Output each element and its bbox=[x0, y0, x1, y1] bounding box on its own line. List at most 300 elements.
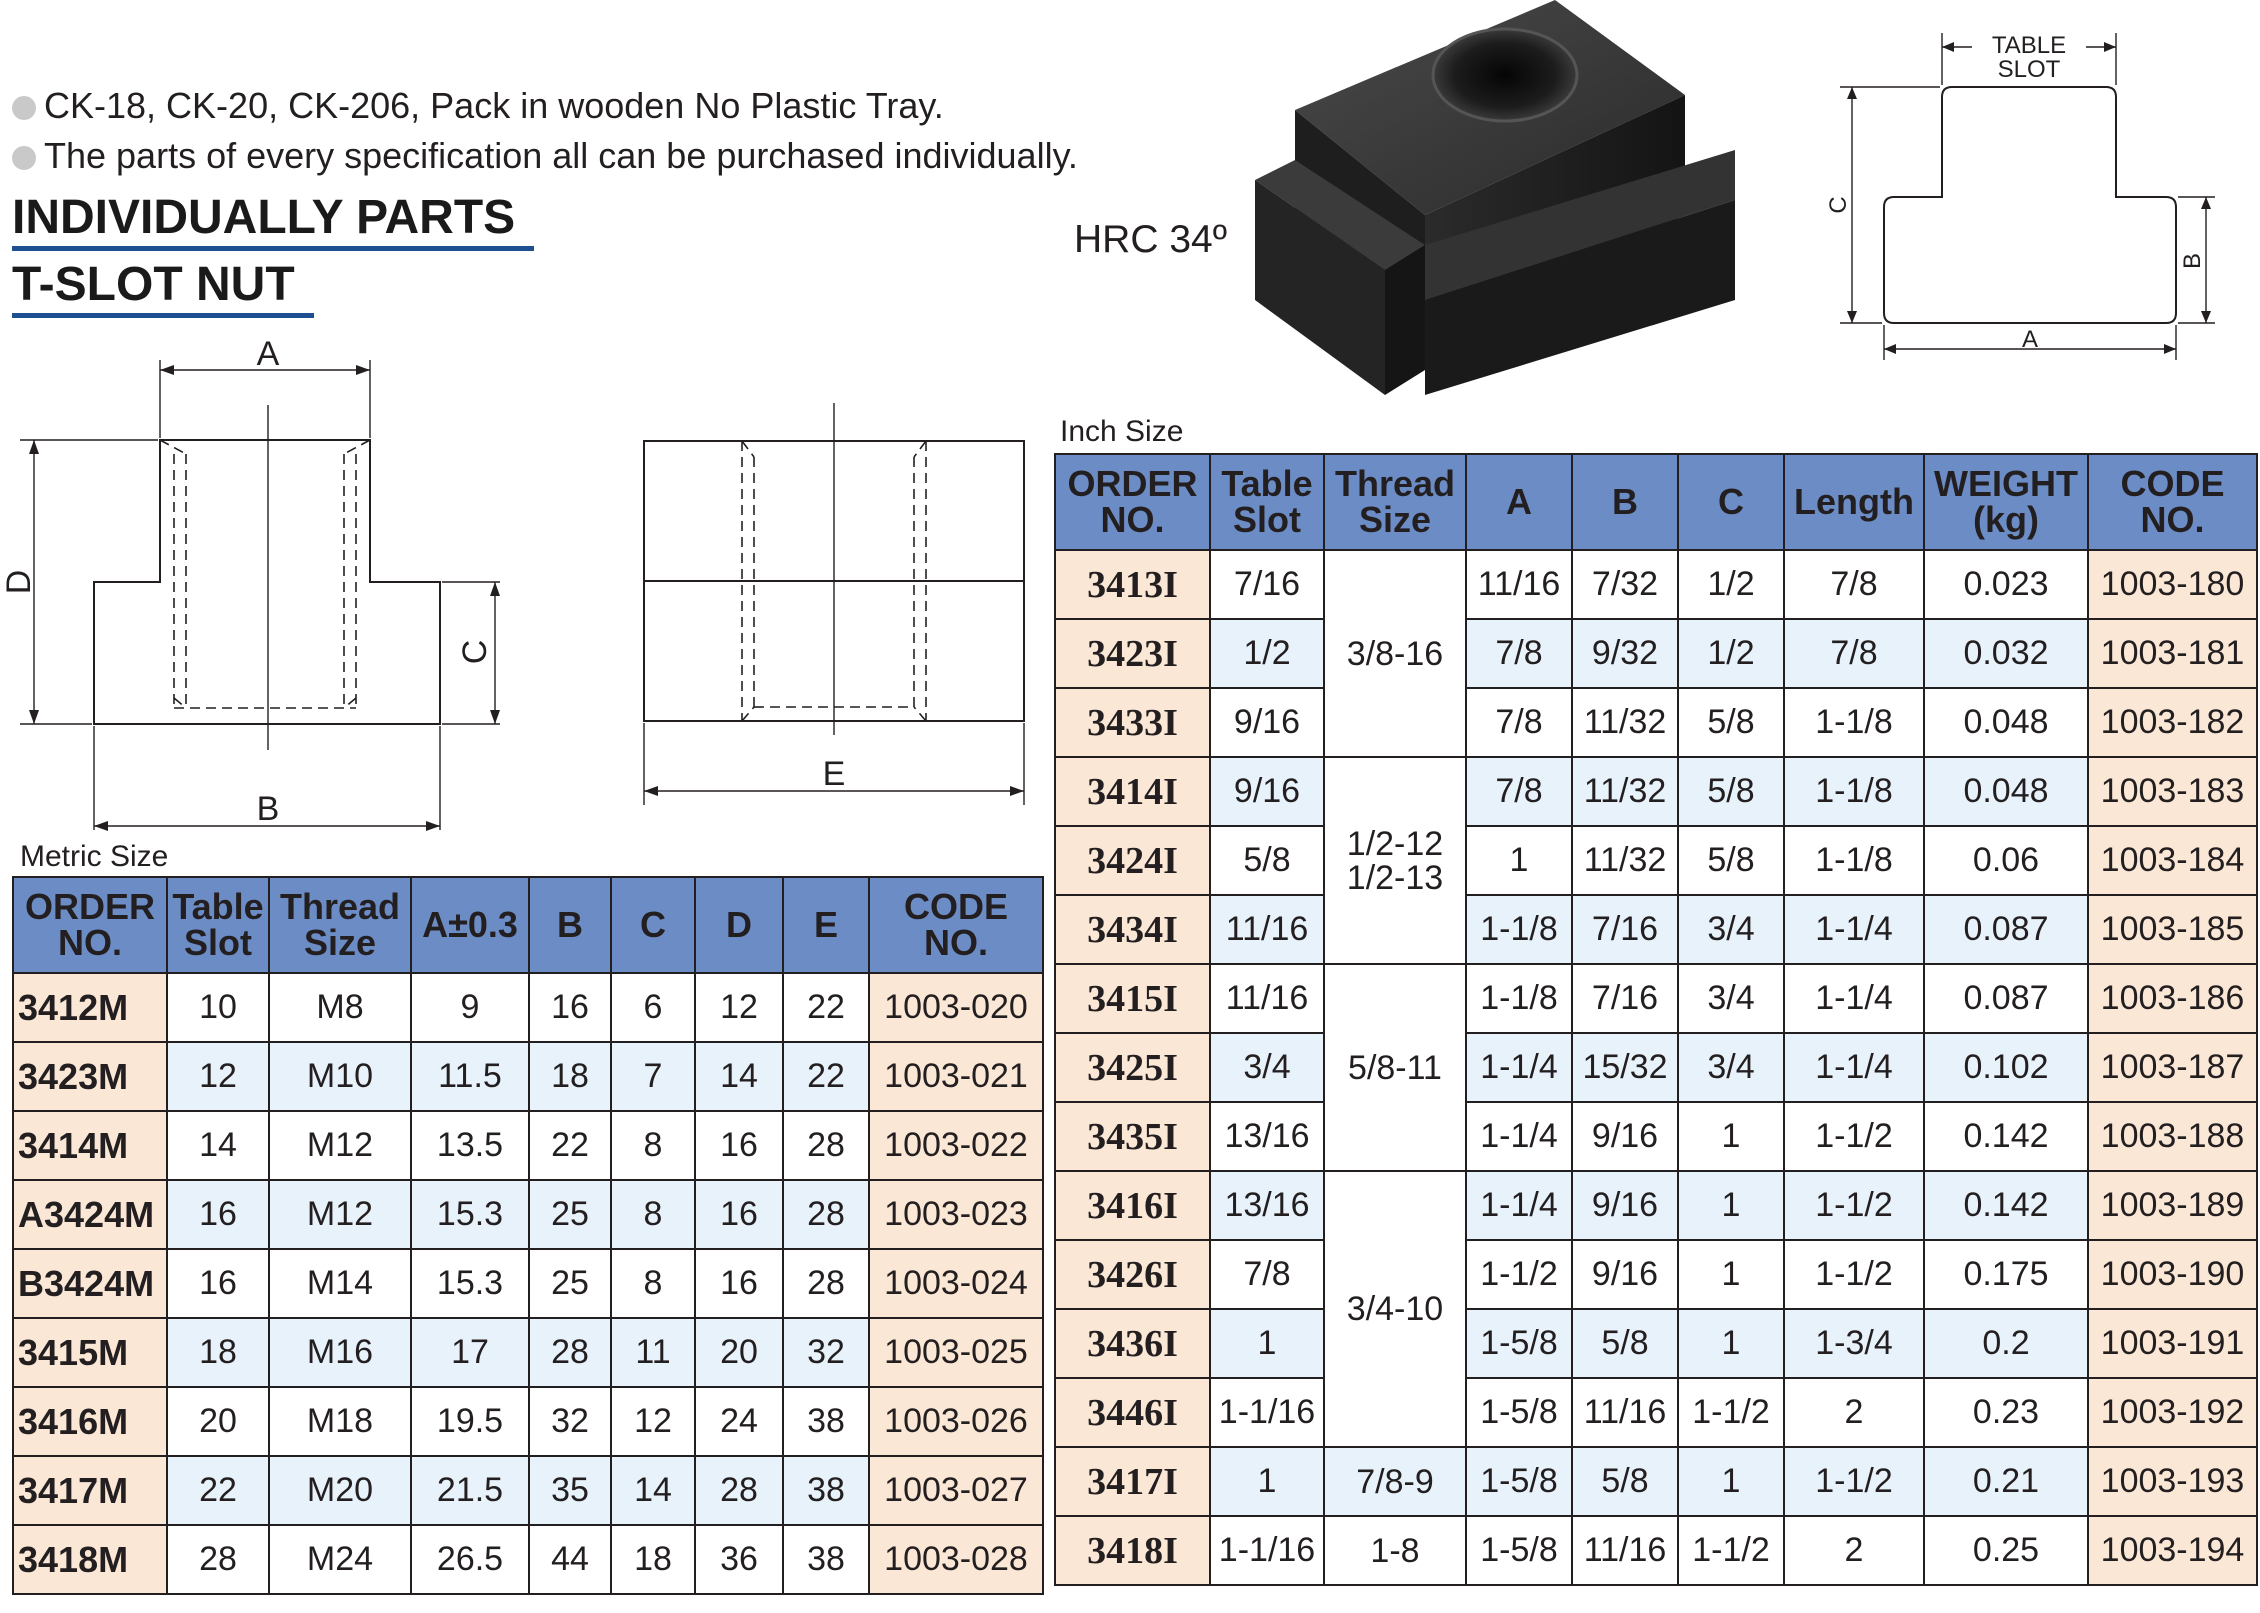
column-header-line: ORDER bbox=[1067, 463, 1198, 504]
d-cell: 16 bbox=[695, 1180, 783, 1249]
thread-size-cell: M12 bbox=[269, 1111, 411, 1180]
table-row bbox=[1055, 1240, 2257, 1309]
a-cell: 1-5/8 bbox=[1466, 1516, 1572, 1585]
column-header bbox=[869, 877, 1043, 973]
a-cell: 15.3 bbox=[411, 1249, 529, 1318]
e-cell: 28 bbox=[783, 1249, 869, 1318]
thread-size-cell bbox=[1324, 1516, 1466, 1585]
c-cell: 1 bbox=[1678, 1309, 1784, 1378]
order-no-cell: 3436I bbox=[1055, 1309, 1210, 1378]
order-no-cell: 3446I bbox=[1055, 1378, 1210, 1447]
a-cell: 11.5 bbox=[411, 1042, 529, 1111]
code-no-cell: 1003-183 bbox=[2088, 757, 2257, 826]
weight-cell: 0.087 bbox=[1924, 895, 2088, 964]
b-cell: 32 bbox=[529, 1387, 611, 1456]
column-header bbox=[1055, 454, 1210, 550]
column-header bbox=[2088, 454, 2257, 550]
column-header-line: Table bbox=[172, 886, 264, 927]
table-slot-cell: 16 bbox=[167, 1249, 269, 1318]
length-cell: 1-1/8 bbox=[1784, 757, 1924, 826]
bullet-text: CK-18, CK-20, CK-206, Pack in wooden No Plastic Tray. bbox=[44, 85, 944, 126]
order-no-cell: 3418I bbox=[1055, 1516, 1210, 1585]
code-no-cell: 1003-023 bbox=[869, 1180, 1043, 1249]
e-cell: 22 bbox=[783, 1042, 869, 1111]
order-no-cell: 3418M bbox=[13, 1525, 167, 1594]
thread-size-line: 1-8 bbox=[1370, 1531, 1420, 1570]
table-slot-cell: 13/16 bbox=[1210, 1102, 1324, 1171]
a-cell: 1-1/4 bbox=[1466, 1033, 1572, 1102]
bullet-dot-icon bbox=[12, 96, 36, 120]
table-row bbox=[1055, 1033, 2257, 1102]
c-cell: 14 bbox=[611, 1456, 695, 1525]
code-no-cell: 1003-190 bbox=[2088, 1240, 2257, 1309]
table-slot-cell: 1-1/16 bbox=[1210, 1378, 1324, 1447]
table-row bbox=[13, 1249, 1043, 1318]
d-cell: 14 bbox=[695, 1042, 783, 1111]
table-slot-cell: 22 bbox=[167, 1456, 269, 1525]
table-row bbox=[1055, 964, 2257, 1033]
column-header bbox=[1572, 454, 1678, 550]
column-header-line: B bbox=[557, 904, 583, 945]
length-cell: 1-1/8 bbox=[1784, 688, 1924, 757]
code-no-cell: 1003-188 bbox=[2088, 1102, 2257, 1171]
column-header bbox=[167, 877, 269, 973]
b-cell: 11/32 bbox=[1572, 688, 1678, 757]
thread-size-line: 3/4-10 bbox=[1346, 1290, 1444, 1328]
table-slot-cell: 1-1/16 bbox=[1210, 1516, 1324, 1585]
b-cell: 25 bbox=[529, 1180, 611, 1249]
length-cell: 1-1/2 bbox=[1784, 1240, 1924, 1309]
column-header-line: C bbox=[1718, 481, 1744, 522]
column-header-line: B bbox=[1612, 481, 1638, 522]
column-header-line: NO. bbox=[1100, 499, 1165, 540]
heading-underline bbox=[12, 313, 314, 318]
bullet-text: The parts of every specification all can be purchased individually. bbox=[44, 135, 1078, 176]
column-header bbox=[695, 877, 783, 973]
c-cell: 8 bbox=[611, 1111, 695, 1180]
a-cell: 13.5 bbox=[411, 1111, 529, 1180]
e-cell: 28 bbox=[783, 1180, 869, 1249]
thread-size-line: 5/8-11 bbox=[1348, 1048, 1442, 1087]
table-row bbox=[1055, 895, 2257, 964]
slot-title-line-2: SLOT bbox=[1997, 56, 2061, 83]
e-cell: 28 bbox=[783, 1111, 869, 1180]
b-cell: 35 bbox=[529, 1456, 611, 1525]
heading-underline bbox=[12, 246, 534, 251]
weight-cell: 0.25 bbox=[1924, 1516, 2088, 1585]
b-cell: 9/16 bbox=[1572, 1171, 1678, 1240]
c-cell: 1 bbox=[1678, 1102, 1784, 1171]
order-no-cell: 3415M bbox=[13, 1318, 167, 1387]
inch-size-table bbox=[1054, 453, 2258, 1586]
table-row bbox=[1055, 1516, 2257, 1585]
table-slot-cell: 20 bbox=[167, 1387, 269, 1456]
e-cell: 38 bbox=[783, 1456, 869, 1525]
thread-size-cell: M12 bbox=[269, 1180, 411, 1249]
a-cell: 1-1/8 bbox=[1466, 895, 1572, 964]
slot-dimension-label-b: B bbox=[2179, 252, 2206, 270]
c-cell: 1-1/2 bbox=[1678, 1516, 1784, 1585]
table-row bbox=[1055, 826, 2257, 895]
code-no-cell: 1003-194 bbox=[2088, 1516, 2257, 1585]
c-cell: 1/2 bbox=[1678, 550, 1784, 619]
metric-size-label: Metric Size bbox=[20, 840, 169, 873]
a-cell: 21.5 bbox=[411, 1456, 529, 1525]
code-no-cell: 1003-020 bbox=[869, 973, 1043, 1042]
column-header-line: Slot bbox=[184, 922, 252, 963]
b-cell: 9/32 bbox=[1572, 619, 1678, 688]
table-header-row bbox=[13, 877, 1043, 973]
table-slot-cell: 9/16 bbox=[1210, 757, 1324, 826]
table-row bbox=[1055, 688, 2257, 757]
e-cell: 38 bbox=[783, 1387, 869, 1456]
c-cell: 1/2 bbox=[1678, 619, 1784, 688]
b-cell: 5/8 bbox=[1572, 1447, 1678, 1516]
slot-title-line-1: TABLE bbox=[1991, 32, 2067, 59]
order-no-cell: 3434I bbox=[1055, 895, 1210, 964]
b-cell: 11/32 bbox=[1572, 826, 1678, 895]
column-header bbox=[411, 877, 529, 973]
column-header bbox=[1924, 454, 2088, 550]
b-cell: 28 bbox=[529, 1318, 611, 1387]
a-cell: 1-5/8 bbox=[1466, 1378, 1572, 1447]
thread-size-cell: M16 bbox=[269, 1318, 411, 1387]
length-cell: 2 bbox=[1784, 1516, 1924, 1585]
table-slot-cell: 18 bbox=[167, 1318, 269, 1387]
code-no-cell: 1003-189 bbox=[2088, 1171, 2257, 1240]
bullet-item-2 bbox=[12, 136, 1078, 176]
code-no-cell: 1003-193 bbox=[2088, 1447, 2257, 1516]
code-no-cell: 1003-021 bbox=[869, 1042, 1043, 1111]
length-cell: 1-1/2 bbox=[1784, 1102, 1924, 1171]
dimension-label-b: B bbox=[256, 790, 280, 828]
table-slot-profile-drawing bbox=[1810, 25, 2220, 380]
b-cell: 9/16 bbox=[1572, 1102, 1678, 1171]
table-slot-cell: 1/2 bbox=[1210, 619, 1324, 688]
c-cell: 5/8 bbox=[1678, 757, 1784, 826]
table-slot-cell: 1 bbox=[1210, 1447, 1324, 1516]
column-header-line: Thread bbox=[1334, 463, 1456, 504]
length-cell: 2 bbox=[1784, 1378, 1924, 1447]
weight-cell: 0.175 bbox=[1924, 1240, 2088, 1309]
code-no-cell: 1003-184 bbox=[2088, 826, 2257, 895]
thread-size-line: 1/2-12 bbox=[1346, 824, 1444, 863]
length-cell: 1-1/4 bbox=[1784, 964, 1924, 1033]
thread-size-cell: M10 bbox=[269, 1042, 411, 1111]
dimension-label-c: C bbox=[456, 639, 494, 665]
table-slot-cell: 7/16 bbox=[1210, 550, 1324, 619]
e-cell: 38 bbox=[783, 1525, 869, 1594]
order-no-cell: 3416I bbox=[1055, 1171, 1210, 1240]
code-no-cell: 1003-180 bbox=[2088, 550, 2257, 619]
a-cell: 7/8 bbox=[1466, 688, 1572, 757]
table-row bbox=[1055, 1102, 2257, 1171]
weight-cell: 0.142 bbox=[1924, 1102, 2088, 1171]
b-cell: 15/32 bbox=[1572, 1033, 1678, 1102]
order-no-cell: A3424M bbox=[13, 1180, 167, 1249]
table-row bbox=[13, 973, 1043, 1042]
c-cell: 8 bbox=[611, 1249, 695, 1318]
code-no-cell: 1003-192 bbox=[2088, 1378, 2257, 1447]
order-no-cell: 3423M bbox=[13, 1042, 167, 1111]
column-header-line: CODE bbox=[2120, 463, 2225, 504]
weight-cell: 0.048 bbox=[1924, 688, 2088, 757]
table-slot-cell: 10 bbox=[167, 973, 269, 1042]
thread-size-cell bbox=[1324, 964, 1466, 1171]
code-no-cell: 1003-025 bbox=[869, 1318, 1043, 1387]
code-no-cell: 1003-181 bbox=[2088, 619, 2257, 688]
table-row bbox=[1055, 1309, 2257, 1378]
column-header-line: WEIGHT bbox=[1934, 463, 2078, 504]
b-cell: 11/16 bbox=[1572, 1378, 1678, 1447]
column-header bbox=[1210, 454, 1324, 550]
column-header-line: NO. bbox=[923, 922, 988, 963]
code-no-cell: 1003-186 bbox=[2088, 964, 2257, 1033]
table-slot-cell: 13/16 bbox=[1210, 1171, 1324, 1240]
thread-size-cell: M14 bbox=[269, 1249, 411, 1318]
column-header-line: Length bbox=[1794, 481, 1914, 522]
table-slot-cell: 11/16 bbox=[1210, 895, 1324, 964]
table-slot-cell: 16 bbox=[167, 1180, 269, 1249]
column-header-line: A bbox=[1506, 481, 1532, 522]
weight-cell: 0.23 bbox=[1924, 1378, 2088, 1447]
thread-size-cell bbox=[1324, 1171, 1466, 1447]
b-cell: 5/8 bbox=[1572, 1309, 1678, 1378]
weight-cell: 0.142 bbox=[1924, 1171, 2088, 1240]
column-header-line: (kg) bbox=[1973, 499, 2039, 540]
order-no-cell: 3414M bbox=[13, 1111, 167, 1180]
order-no-cell: 3412M bbox=[13, 973, 167, 1042]
weight-cell: 0.06 bbox=[1924, 826, 2088, 895]
column-header-line: E bbox=[813, 904, 838, 945]
column-header bbox=[611, 877, 695, 973]
heading-t-slot-nut: T-SLOT NUT bbox=[12, 258, 295, 311]
e-cell: 22 bbox=[783, 973, 869, 1042]
column-header-line: D bbox=[726, 904, 752, 945]
a-cell: 26.5 bbox=[411, 1525, 529, 1594]
thread-size-cell: M18 bbox=[269, 1387, 411, 1456]
table-row bbox=[1055, 550, 2257, 619]
length-cell: 1-1/8 bbox=[1784, 826, 1924, 895]
table-row bbox=[13, 1318, 1043, 1387]
dimension-label-d: D bbox=[0, 569, 38, 595]
bullet-item-1 bbox=[12, 86, 944, 126]
c-cell: 5/8 bbox=[1678, 826, 1784, 895]
d-cell: 36 bbox=[695, 1525, 783, 1594]
front-view-drawing bbox=[0, 330, 500, 840]
hardness-label: HRC 34º bbox=[1074, 218, 1227, 261]
code-no-cell: 1003-028 bbox=[869, 1525, 1043, 1594]
code-no-cell: 1003-026 bbox=[869, 1387, 1043, 1456]
weight-cell: 0.102 bbox=[1924, 1033, 2088, 1102]
a-cell: 1-1/2 bbox=[1466, 1240, 1572, 1309]
table-slot-cell: 12 bbox=[167, 1042, 269, 1111]
c-cell: 7 bbox=[611, 1042, 695, 1111]
side-view-drawing bbox=[630, 395, 1040, 805]
column-header bbox=[13, 877, 167, 973]
c-cell: 3/4 bbox=[1678, 895, 1784, 964]
table-row bbox=[13, 1525, 1043, 1594]
table-slot-cell: 9/16 bbox=[1210, 688, 1324, 757]
column-header bbox=[1466, 454, 1572, 550]
thread-size-cell bbox=[1324, 757, 1466, 964]
dimension-label-e: E bbox=[822, 755, 846, 793]
order-no-cell: 3416M bbox=[13, 1387, 167, 1456]
dimension-label-a: A bbox=[256, 335, 280, 373]
order-no-cell: 3423I bbox=[1055, 619, 1210, 688]
column-header bbox=[529, 877, 611, 973]
table-slot-cell: 5/8 bbox=[1210, 826, 1324, 895]
length-cell: 7/8 bbox=[1784, 550, 1924, 619]
table-row bbox=[1055, 757, 2257, 826]
c-cell: 3/4 bbox=[1678, 1033, 1784, 1102]
c-cell: 1 bbox=[1678, 1447, 1784, 1516]
column-header-line: Thread bbox=[279, 886, 401, 927]
weight-cell: 0.023 bbox=[1924, 550, 2088, 619]
bullet-dot-icon bbox=[12, 146, 36, 170]
column-header-line: C bbox=[640, 904, 666, 945]
d-cell: 20 bbox=[695, 1318, 783, 1387]
a-cell: 1-5/8 bbox=[1466, 1447, 1572, 1516]
length-cell: 1-1/2 bbox=[1784, 1171, 1924, 1240]
c-cell: 6 bbox=[611, 973, 695, 1042]
a-cell: 1 bbox=[1466, 826, 1572, 895]
slot-dimension-label-c: C bbox=[1825, 196, 1852, 214]
table-row bbox=[13, 1042, 1043, 1111]
c-cell: 1 bbox=[1678, 1240, 1784, 1309]
c-cell: 5/8 bbox=[1678, 688, 1784, 757]
table-slot-cell: 14 bbox=[167, 1111, 269, 1180]
c-cell: 1-1/2 bbox=[1678, 1378, 1784, 1447]
column-header bbox=[269, 877, 411, 973]
b-cell: 25 bbox=[529, 1249, 611, 1318]
heading-individually-parts: INDIVIDUALLY PARTS bbox=[12, 191, 516, 244]
a-cell: 11/16 bbox=[1466, 550, 1572, 619]
d-cell: 12 bbox=[695, 973, 783, 1042]
c-cell: 11 bbox=[611, 1318, 695, 1387]
b-cell: 7/16 bbox=[1572, 895, 1678, 964]
weight-cell: 0.048 bbox=[1924, 757, 2088, 826]
a-cell: 1-1/4 bbox=[1466, 1171, 1572, 1240]
t-slot-nut-product-image bbox=[1255, 0, 1775, 400]
d-cell: 28 bbox=[695, 1456, 783, 1525]
c-cell: 12 bbox=[611, 1387, 695, 1456]
code-no-cell: 1003-024 bbox=[869, 1249, 1043, 1318]
a-cell: 1-5/8 bbox=[1466, 1309, 1572, 1378]
thread-size-line: 1/2-13 bbox=[1346, 858, 1444, 897]
table-header-row bbox=[1055, 454, 2257, 550]
c-cell: 18 bbox=[611, 1525, 695, 1594]
code-no-cell: 1003-185 bbox=[2088, 895, 2257, 964]
b-cell: 22 bbox=[529, 1111, 611, 1180]
a-cell: 1-1/4 bbox=[1466, 1102, 1572, 1171]
a-cell: 7/8 bbox=[1466, 757, 1572, 826]
column-header-line: NO. bbox=[57, 922, 122, 963]
table-row bbox=[1055, 619, 2257, 688]
thread-size-cell: M8 bbox=[269, 973, 411, 1042]
thread-size-cell: M24 bbox=[269, 1525, 411, 1594]
column-header-line: Size bbox=[303, 922, 377, 963]
b-cell: 11/16 bbox=[1572, 1516, 1678, 1585]
b-cell: 7/32 bbox=[1572, 550, 1678, 619]
metric-table-body bbox=[13, 973, 1043, 1594]
code-no-cell: 1003-187 bbox=[2088, 1033, 2257, 1102]
inch-size-label: Inch Size bbox=[1060, 415, 1184, 448]
order-no-cell: B3424M bbox=[13, 1249, 167, 1318]
weight-cell: 0.032 bbox=[1924, 619, 2088, 688]
order-no-cell: 3417M bbox=[13, 1456, 167, 1525]
c-cell: 1 bbox=[1678, 1171, 1784, 1240]
table-row bbox=[13, 1387, 1043, 1456]
b-cell: 9/16 bbox=[1572, 1240, 1678, 1309]
c-cell: 8 bbox=[611, 1180, 695, 1249]
e-cell: 32 bbox=[783, 1318, 869, 1387]
thread-size-line: 3/8-16 bbox=[1346, 634, 1444, 673]
column-header bbox=[1784, 454, 1924, 550]
column-header-line: A±0.3 bbox=[422, 904, 518, 945]
column-header-line: Slot bbox=[1233, 499, 1301, 540]
table-row bbox=[13, 1111, 1043, 1180]
code-no-cell: 1003-027 bbox=[869, 1456, 1043, 1525]
table-row bbox=[1055, 1447, 2257, 1516]
table-row bbox=[13, 1180, 1043, 1249]
length-cell: 1-3/4 bbox=[1784, 1309, 1924, 1378]
b-cell: 16 bbox=[529, 973, 611, 1042]
order-no-cell: 3413I bbox=[1055, 550, 1210, 619]
order-no-cell: 3417I bbox=[1055, 1447, 1210, 1516]
length-cell: 1-1/2 bbox=[1784, 1447, 1924, 1516]
b-cell: 11/32 bbox=[1572, 757, 1678, 826]
thread-size-cell bbox=[1324, 1447, 1466, 1516]
a-cell: 19.5 bbox=[411, 1387, 529, 1456]
length-cell: 1-1/4 bbox=[1784, 895, 1924, 964]
column-header-line: CODE bbox=[903, 886, 1008, 927]
column-header bbox=[783, 877, 869, 973]
column-header-line: ORDER bbox=[24, 886, 155, 927]
inch-table-body bbox=[1055, 550, 2257, 1585]
table-slot-cell: 7/8 bbox=[1210, 1240, 1324, 1309]
b-cell: 7/16 bbox=[1572, 964, 1678, 1033]
length-cell: 7/8 bbox=[1784, 619, 1924, 688]
table-slot-cell: 11/16 bbox=[1210, 964, 1324, 1033]
order-no-cell: 3414I bbox=[1055, 757, 1210, 826]
b-cell: 18 bbox=[529, 1042, 611, 1111]
order-no-cell: 3424I bbox=[1055, 826, 1210, 895]
thread-size-line: 7/8-9 bbox=[1356, 1462, 1434, 1501]
d-cell: 24 bbox=[695, 1387, 783, 1456]
c-cell: 3/4 bbox=[1678, 964, 1784, 1033]
column-header-line: Table bbox=[1221, 463, 1313, 504]
d-cell: 16 bbox=[695, 1111, 783, 1180]
thread-size-cell: M20 bbox=[269, 1456, 411, 1525]
length-cell: 1-1/4 bbox=[1784, 1033, 1924, 1102]
a-cell: 15.3 bbox=[411, 1180, 529, 1249]
column-header bbox=[1324, 454, 1466, 550]
thread-size-cell bbox=[1324, 550, 1466, 757]
a-cell: 1-1/8 bbox=[1466, 964, 1572, 1033]
order-no-cell: 3425I bbox=[1055, 1033, 1210, 1102]
column-header bbox=[1678, 454, 1784, 550]
a-cell: 17 bbox=[411, 1318, 529, 1387]
table-row bbox=[1055, 1378, 2257, 1447]
b-cell: 44 bbox=[529, 1525, 611, 1594]
a-cell: 7/8 bbox=[1466, 619, 1572, 688]
a-cell: 9 bbox=[411, 973, 529, 1042]
code-no-cell: 1003-191 bbox=[2088, 1309, 2257, 1378]
table-slot-cell: 1 bbox=[1210, 1309, 1324, 1378]
weight-cell: 0.087 bbox=[1924, 964, 2088, 1033]
metric-size-table bbox=[12, 876, 1044, 1595]
